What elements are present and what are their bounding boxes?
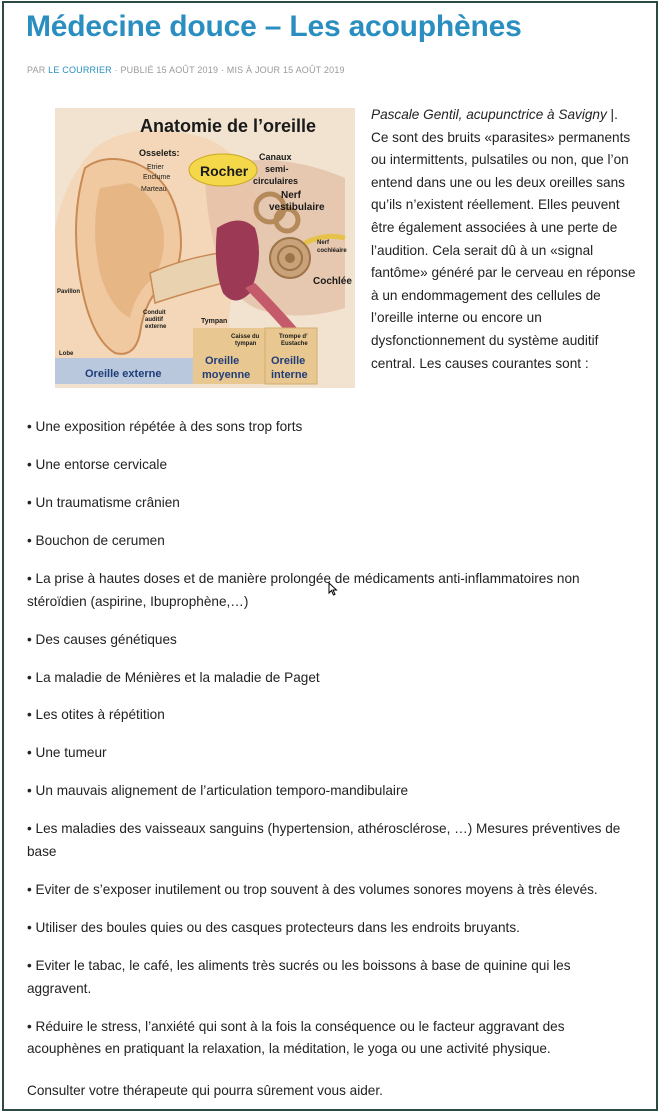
figure-title: Anatomie de l’oreille <box>140 116 317 136</box>
label-circulaires: circulaires <box>253 176 299 186</box>
label-rocher: Rocher <box>200 163 249 179</box>
list-item: • La prise à hautes doses et de manière prolongée de médicaments anti-inflammatoires non stéroïdien (aspirine, Ibuprophène,…) <box>27 570 580 609</box>
label-nerf-cochleaire-1: Nerf <box>317 240 330 246</box>
label-zone-interne-1: Oreille <box>271 355 306 367</box>
list-item: • Des causes génétiques <box>27 631 177 647</box>
mouse-cursor-icon <box>328 582 338 596</box>
cochlea-center <box>285 253 295 263</box>
byline <box>27 65 345 75</box>
label-conduit-3: externe <box>145 324 167 330</box>
list-item: • Eviter le tabac, le café, les aliments très sucrés ou les boissons à base de quinine qui les aggravent. <box>27 957 571 996</box>
label-semi: semi- <box>265 164 289 174</box>
label-zone-moyenne-2: moyenne <box>202 369 251 381</box>
label-cochlee: Cochlée <box>313 276 352 287</box>
label-marteau: Marteau <box>141 186 167 193</box>
list-item: • Une entorse cervicale <box>27 456 168 472</box>
label-enclume: Enclume <box>143 174 171 181</box>
label-caisse-1: Caisse du <box>231 334 260 340</box>
label-tympan: Tympan <box>201 318 228 325</box>
label-zone-moyenne-1: Oreille <box>205 355 240 367</box>
byline-author-link[interactable]: LE COURRIER <box>48 65 112 75</box>
byline-meta: · PUBLIÉ 15 AOÛT 2019 · MIS À JOUR 15 AOÛT 2019 <box>111 65 345 75</box>
list-item: • Les otites à répétition <box>27 707 165 723</box>
label-caisse-2: tympan <box>235 341 257 347</box>
label-vestibulaire: vestibulaire <box>269 202 325 213</box>
label-conduit-1: Conduit <box>143 310 166 316</box>
article-title: Médecine douce – Les acouphènes <box>26 10 522 43</box>
list-item: • Une tumeur <box>27 745 107 761</box>
intro-separator: |. <box>606 107 618 122</box>
list-item: • La maladie de Ménières et la maladie de Paget <box>27 669 320 685</box>
label-lobe: Lobe <box>59 351 74 357</box>
label-trompe-1: Trompe d’ <box>279 334 308 340</box>
byline-prefix: PAR <box>27 65 49 75</box>
label-zone-interne-2: interne <box>271 369 308 381</box>
list-item: • Un mauvais alignement de l’articulation temporo-mandibulaire <box>27 783 409 799</box>
list-item: • Une exposition répétée à des sons trop forts <box>27 419 303 434</box>
label-canaux: Canaux <box>259 152 292 162</box>
causes-list <box>27 416 637 1076</box>
label-etrier: Etrier <box>147 164 164 171</box>
label-nerf: Nerf <box>281 190 302 201</box>
list-item: • Les maladies des vaisseaux sanguins (hypertension, athérosclérose, …) Mesures préventives de base <box>27 821 621 860</box>
ear-anatomy-figure <box>55 108 355 388</box>
closing-line: Consulter votre thérapeute qui pourra sûrement vous aider. <box>27 1083 383 1098</box>
list-item: • Eviter de s’exposer inutilement ou trop souvent à des volumes sonores moyens à très élevés. <box>27 882 598 898</box>
intro-body: Ce sont des bruits «parasites» permanents ou intermittents, pulsatiles ou non, que l’on entend dans une ou les deux oreilles sans qu’ils n’existent réellement. Elles peuvent être également associées à une perte de l’audition. Cela serait dû à un «signal fantôme» généré par le cerveau en réponse à un endommagement des cellules de l’oreille interne ou encore un dysfonctionnement du système auditif central. Les causes courantes sont : <box>371 129 636 371</box>
list-item: • Utiliser des boules quies ou des casques protecteurs dans les endroits bruyants. <box>27 920 520 935</box>
label-zone-externe: Oreille externe <box>85 368 162 380</box>
label-trompe-2: Eustache <box>281 341 308 347</box>
list-item: • Réduire le stress, l’anxiété qui sont à la fois la conséquence ou le facteur aggravant des acouphènes en pratiquant la relaxation, la méditation, le yoga ou une activité physique. <box>27 1018 565 1057</box>
list-item: • Bouchon de cerumen <box>27 532 165 548</box>
label-osselets: Osselets: <box>139 148 180 158</box>
label-nerf-cochleaire-2: cochléaire <box>317 248 347 254</box>
list-item: • Un traumatisme crânien <box>27 494 180 510</box>
intro-lead: Pascale Gentil, acupunctrice à Savigny <box>371 107 607 122</box>
label-pavillon: Pavillon <box>57 289 81 295</box>
label-conduit-2: auditif <box>145 317 163 323</box>
intro-paragraph <box>371 104 639 375</box>
